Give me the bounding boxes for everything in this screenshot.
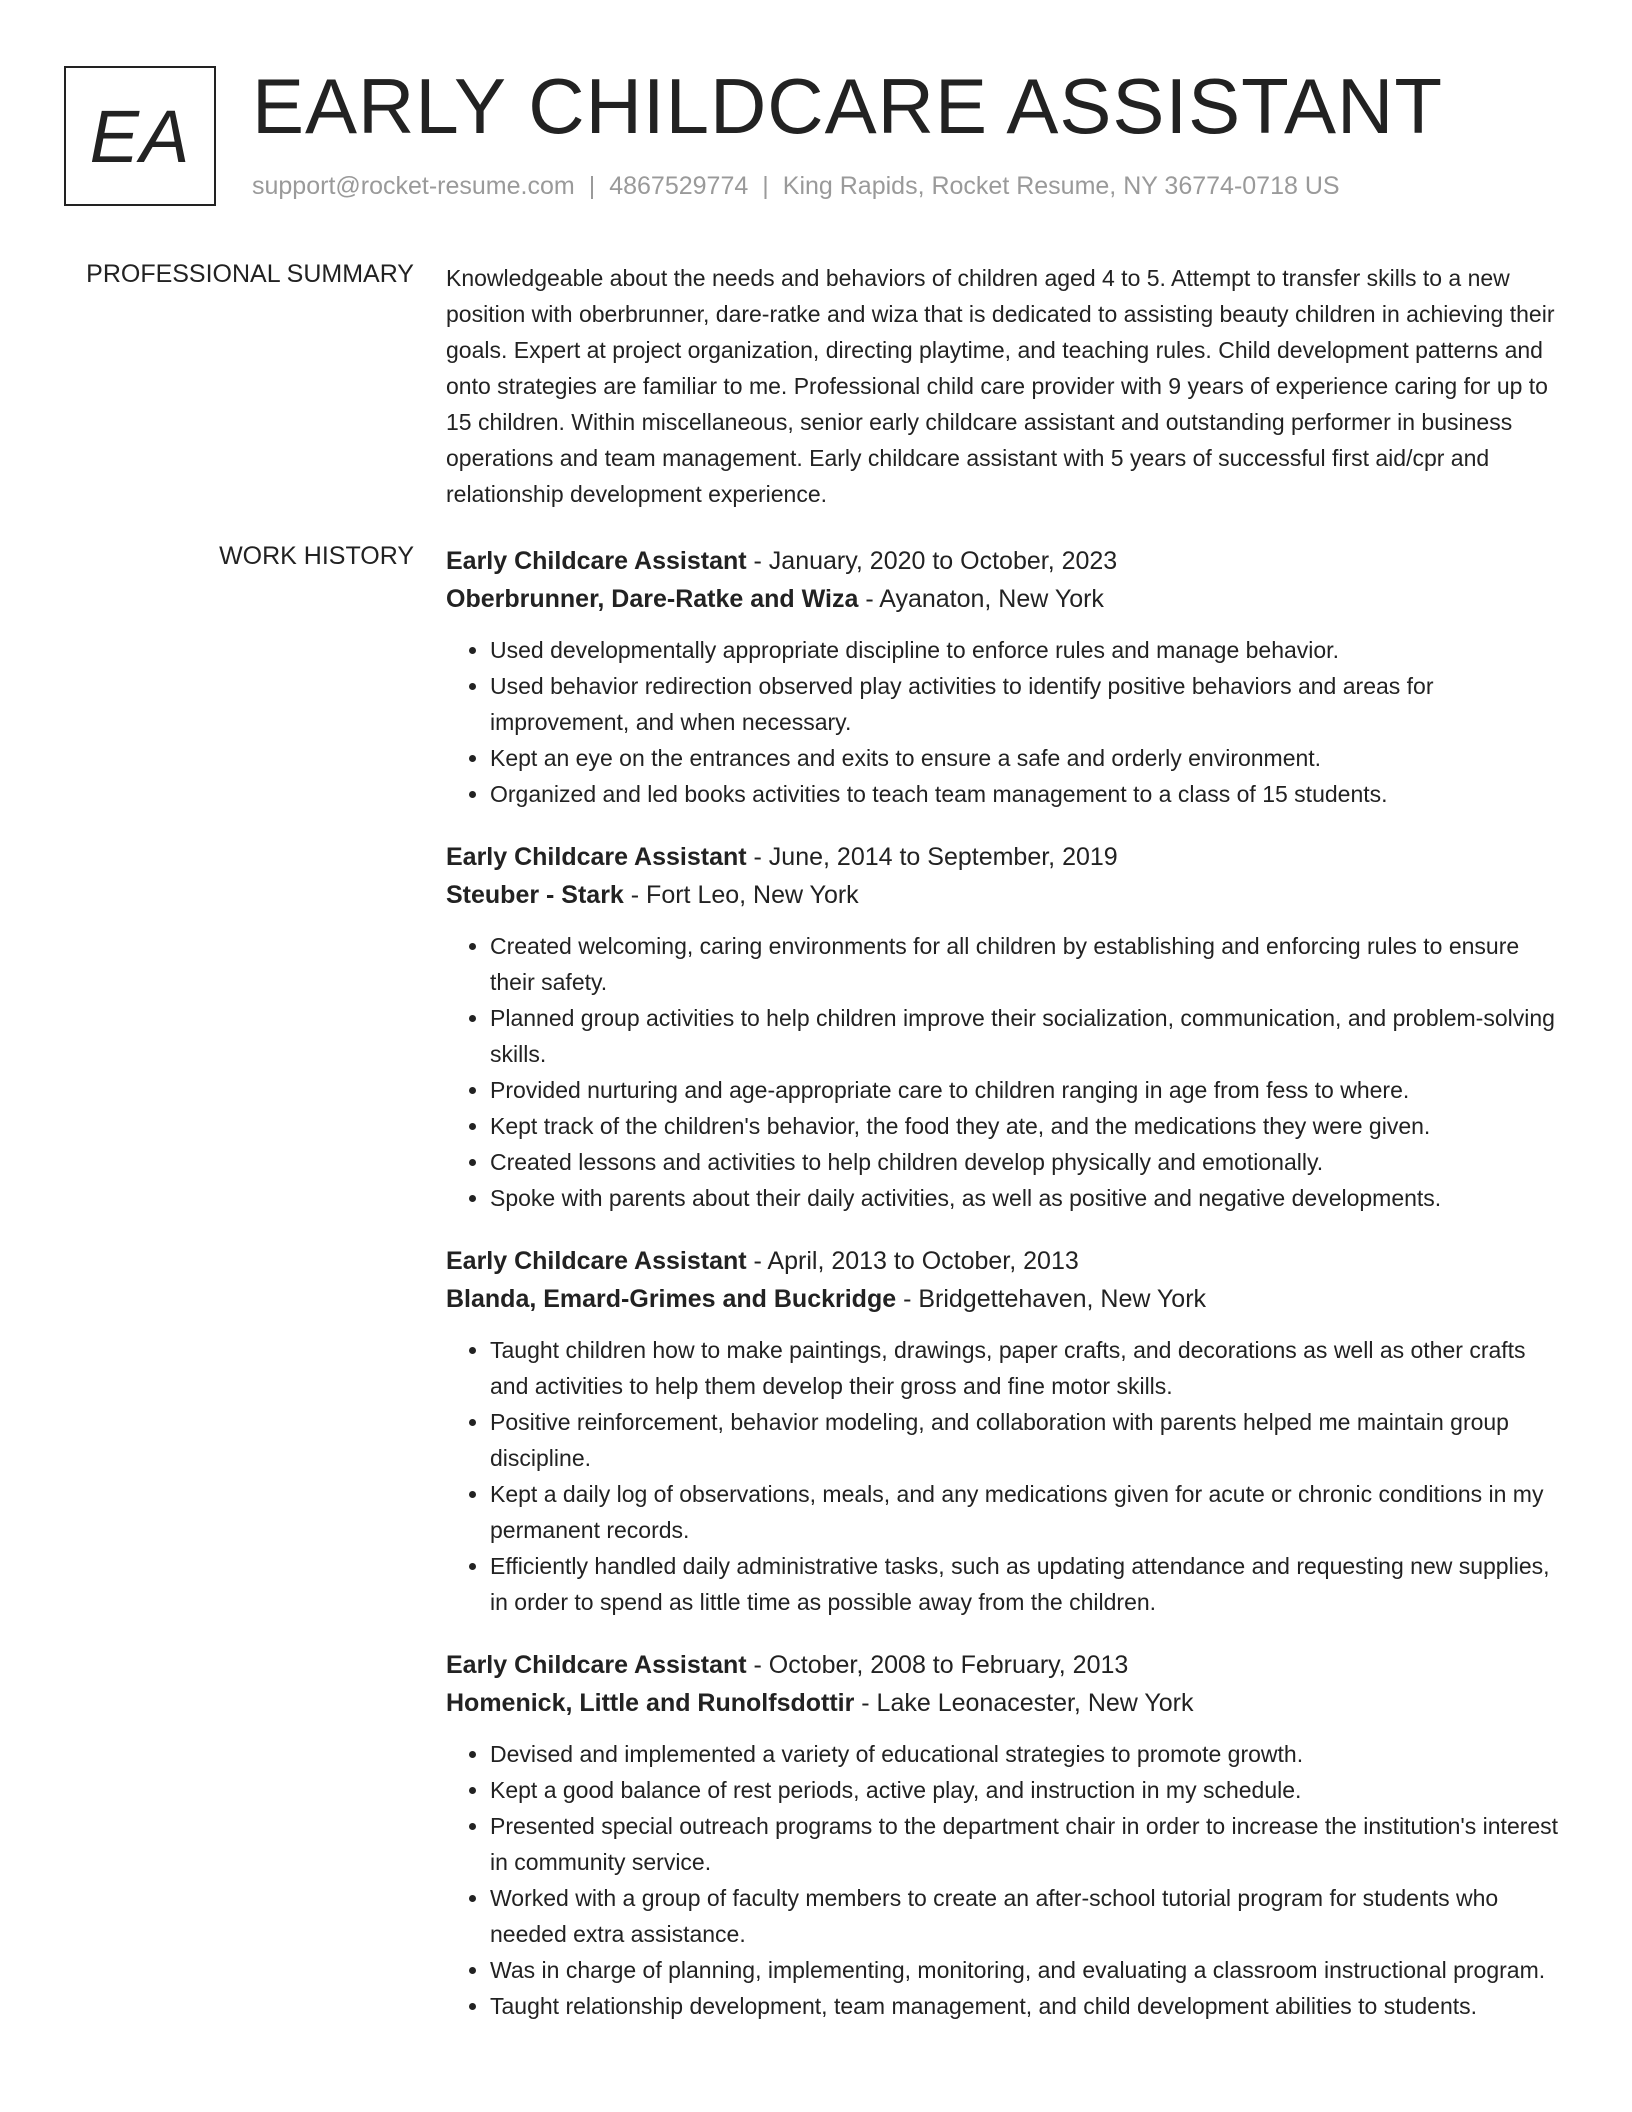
job-dates: - June, 2014 to September, 2019 xyxy=(746,843,1118,871)
list-item: • Kept track of the children's behavior, the food they ate, and the medications they were given. xyxy=(490,1108,1570,1144)
list-item: • Spoke with parents about their daily activities, as well as positive and negative developments. xyxy=(490,1180,1570,1216)
list-item: • Organized and led books activities to teach team management to a class of 15 students. xyxy=(490,776,1570,812)
work-history-list xyxy=(446,542,1570,2050)
job-company: Oberbrunner, Dare-Ratke and Wiza xyxy=(446,585,859,613)
job-location: - Bridgettehaven, New York xyxy=(896,1285,1207,1313)
job-title-line xyxy=(446,1242,1570,1280)
job-duties-list xyxy=(446,632,1570,812)
resume-title: EARLY CHILDCARE ASSISTANT xyxy=(252,62,1444,150)
list-item: • Worked with a group of faculty members to create an after-school tutorial program for students who needed extra assistance. xyxy=(490,1880,1570,1952)
contact-separator: | xyxy=(588,172,596,200)
job-title-line xyxy=(446,542,1570,580)
job-title-line xyxy=(446,1646,1570,1684)
list-item: • Kept a good balance of rest periods, active play, and instruction in my schedule. xyxy=(490,1772,1570,1808)
list-item: • Was in charge of planning, implementing, monitoring, and evaluating a classroom instructional program. xyxy=(490,1952,1570,1988)
resume-header xyxy=(64,62,1572,210)
job-title: Early Childcare Assistant xyxy=(446,1247,747,1275)
job-company-line xyxy=(446,1684,1570,1722)
list-item: • Created lessons and activities to help children develop physically and emotionally. xyxy=(490,1144,1570,1180)
list-item: • Kept a daily log of observations, meals, and any medications given for acute or chronic conditions in my permanent records. xyxy=(490,1476,1570,1548)
job-company-line xyxy=(446,876,1570,914)
list-item: • Taught children how to make paintings, drawings, paper crafts, and decorations as well as other crafts and activities to help them develop their gross and fine motor skills. xyxy=(490,1332,1570,1404)
contact-email: support@rocket-resume.com xyxy=(252,172,575,200)
job-dates: - April, 2013 to October, 2013 xyxy=(746,1247,1079,1275)
list-item: • Used behavior redirection observed play activities to identify positive behaviors and areas for improvement, and when necessary. xyxy=(490,668,1570,740)
job-entry xyxy=(446,542,1570,812)
job-entry xyxy=(446,838,1570,1216)
list-item: • Planned group activities to help children improve their socialization, communication, and problem-solving skills. xyxy=(490,1000,1570,1072)
job-title-line xyxy=(446,838,1570,876)
list-item: • Kept an eye on the entrances and exits to ensure a safe and orderly environment. xyxy=(490,740,1570,776)
job-dates: - October, 2008 to February, 2013 xyxy=(746,1651,1129,1679)
contact-separator: | xyxy=(762,172,769,200)
job-company: Blanda, Emard-Grimes and Buckridge xyxy=(446,1285,897,1313)
job-company-line xyxy=(446,1280,1570,1318)
initials-monogram: EA xyxy=(64,66,216,206)
contact-address: King Rapids, Rocket Resume, NY 36774-0718 US xyxy=(782,172,1340,200)
contact-line xyxy=(252,172,1340,201)
job-company: Steuber - Stark xyxy=(446,881,624,909)
job-title: Early Childcare Assistant xyxy=(446,843,747,871)
section-label-summary: PROFESSIONAL SUMMARY xyxy=(86,260,414,288)
summary-text: Knowledgeable about the needs and behaviors of children aged 4 to 5. Attempt to transfer skills to a new position with oberbrunner, dare-ratke and wiza that is dedicated to assisting beauty children in achieving their goals. Expert at project organization, directing playtime, and teaching rules. Child development patterns and onto strategies are familiar to me. Professional child care provider with 9 years of experience caring for up to 15 children. Within miscellaneous, senior early childcare assistant and outstanding performer in business operations and team management. Early childcare assistant with 5 years of successful first aid/cpr and relationship development experience. xyxy=(446,265,1555,507)
list-item: • Efficiently handled daily administrative tasks, such as updating attendance and requesting new supplies, in order to spend as little time as possible away from the children. xyxy=(490,1548,1570,1620)
job-entry xyxy=(446,1242,1570,1620)
job-title: Early Childcare Assistant xyxy=(446,547,747,575)
job-duties-list xyxy=(446,1736,1570,2024)
job-duties-list xyxy=(446,928,1570,1216)
job-dates: - January, 2020 to October, 2023 xyxy=(746,547,1118,575)
list-item: • Created welcoming, caring environments for all children by establishing and enforcing rules to ensure their safety. xyxy=(490,928,1570,1000)
list-item: • Taught relationship development, team management, and child development abilities to students. xyxy=(490,1988,1570,2024)
list-item: • Devised and implemented a variety of educational strategies to promote growth. xyxy=(490,1736,1570,1772)
section-label-work-history: WORK HISTORY xyxy=(219,542,414,570)
job-location: - Ayanaton, New York xyxy=(858,585,1104,613)
job-title: Early Childcare Assistant xyxy=(446,1651,747,1679)
list-item: • Positive reinforcement, behavior modeling, and collaboration with parents helped me maintain group discipline. xyxy=(490,1404,1570,1476)
list-item: • Provided nurturing and age-appropriate care to children ranging in age from fess to where. xyxy=(490,1072,1570,1108)
job-location: - Fort Leo, New York xyxy=(623,881,859,909)
job-company: Homenick, Little and Runolfsdottir xyxy=(446,1689,855,1717)
job-entry xyxy=(446,1646,1570,2024)
job-company-line xyxy=(446,580,1570,618)
job-duties-list xyxy=(446,1332,1570,1620)
job-location: - Lake Leonacester, New York xyxy=(854,1689,1194,1717)
list-item: • Presented special outreach programs to the department chair in order to increase the institution's interest in community service. xyxy=(490,1808,1570,1880)
list-item: • Used developmentally appropriate discipline to enforce rules and manage behavior. xyxy=(490,632,1570,668)
contact-phone: 4867529774 xyxy=(609,172,749,200)
